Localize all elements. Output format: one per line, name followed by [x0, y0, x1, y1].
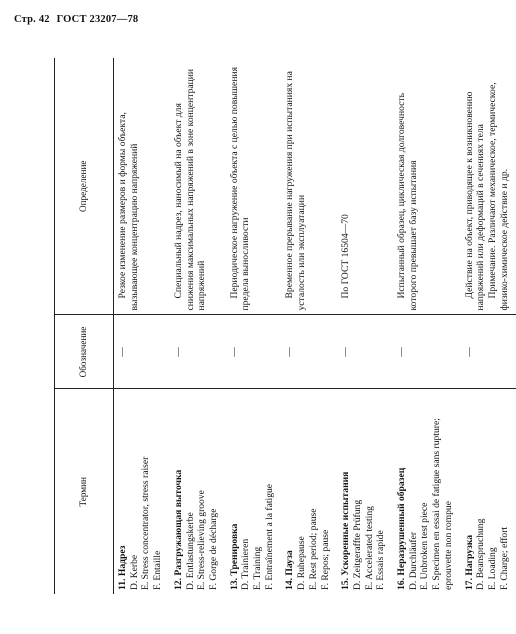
definition-text: Испытанный образец, циклическая долговечность которого превышает базу испытания [396, 93, 419, 311]
table-row [114, 58, 170, 594]
term-number: 17. [463, 578, 475, 590]
definition-text: Временное прерывание нагружения при испытаниях на усталость или эксплуатации [284, 71, 308, 311]
term-translation: F. Entraînement a la fatigue [263, 483, 275, 590]
table-row [393, 58, 461, 594]
symbol-cell: — [114, 315, 170, 389]
rotated-table-container [54, 58, 510, 594]
term-translation: D. Beanspruchung [475, 518, 487, 590]
term-translation: F. Repos; pause [319, 529, 331, 590]
term-translation: E. Unbroken test piece [419, 502, 431, 590]
term-translation: E. Loading [486, 547, 498, 590]
term-translation: E. Training [252, 546, 264, 590]
definition-cell [337, 58, 393, 315]
column-header-symbol: Обозначение [55, 315, 114, 389]
definition-text: Периодическое нагружение объекта с целью повышения предела выносливости [228, 66, 252, 311]
definition-cell [281, 58, 337, 315]
definition-text: Резкое изменение размеров и формы объекта, вызывающее концентрацию напряжений [117, 112, 140, 311]
term-number: 13. [228, 578, 240, 590]
term-cell [226, 389, 282, 594]
definition-cell [393, 58, 461, 315]
term-translation: E. Stress concentrator, stress raiser [140, 456, 152, 590]
table-row [337, 58, 393, 594]
term-cell [461, 389, 516, 594]
term-cell [393, 389, 461, 594]
term-cell [114, 389, 170, 594]
symbol-cell: — [393, 315, 461, 389]
definition-text: Действие на объект, приводящее к возникновению напряжений или деформаций в сечениях тела [463, 91, 487, 311]
column-header-term: Термин [55, 389, 114, 594]
term-cell [281, 389, 337, 594]
term-title: Разгружающая выточка [172, 469, 184, 576]
symbol-cell: — [281, 315, 337, 389]
term-number: 11. [117, 578, 128, 590]
term-title: Неразрушенный образец [396, 467, 408, 576]
term-translation: F. Essais rapide [375, 530, 387, 590]
term-translation: F. Specimen en essai de fatigue sans rupture; eprouvette non rompue [431, 418, 454, 590]
term-title: Тренировка [228, 523, 240, 576]
term-translation: F. Charge; effort [498, 526, 510, 590]
term-translation: D. Zeitgeraffte Prüfung [351, 499, 363, 590]
table-row [461, 58, 516, 594]
page-number: Стр. 42 [14, 14, 50, 25]
term-translation: D. Trainieren [240, 538, 252, 590]
term-cell [170, 389, 226, 594]
definition-text: По ГОСТ 16504—70 [340, 214, 352, 299]
symbol-cell: — [170, 315, 226, 389]
definition-cell [461, 58, 516, 315]
definition-cell [226, 58, 282, 315]
term-translation: E. Accelerated testing [363, 506, 375, 590]
column-header-definition: Определение [55, 58, 114, 315]
term-translation: E. Rest period; pause [307, 508, 319, 590]
definition-cell [170, 58, 226, 315]
term-title: Пауза [284, 550, 296, 576]
table-row [170, 58, 226, 594]
term-translation: D. Durchläufer [407, 531, 419, 590]
table-row [226, 58, 282, 594]
page-header [14, 14, 138, 25]
term-title: Нагрузка [463, 534, 475, 576]
definition-cell [114, 58, 170, 315]
term-title: Ускоренные испытания [340, 471, 352, 576]
term-translation: D. Entlastungskerbe [184, 512, 196, 590]
term-number: 12. [172, 578, 184, 590]
table-row [281, 58, 337, 594]
standard-number: ГОСТ 23207—78 [56, 14, 139, 25]
definition-text: Специальный надрез, наносимый на объект для снижения максимальных напряжений в зоне концентрации напряжений [172, 68, 208, 311]
table-header-row [55, 58, 114, 594]
symbol-cell: — [226, 315, 282, 389]
term-translation: D. Ruhepause [296, 536, 308, 590]
term-title: Надрез [117, 545, 128, 577]
term-number: 14. [284, 578, 296, 590]
term-translation: F. Gorge de décharge [207, 508, 219, 590]
term-translation: E. Stress-relieving groove [196, 490, 208, 590]
term-number: 15. [340, 578, 352, 590]
terms-table [54, 58, 516, 594]
term-translation: D. Kerbe [128, 554, 140, 590]
term-translation: F. Entaille [152, 550, 164, 590]
symbol-cell: — [461, 315, 516, 389]
term-cell [337, 389, 393, 594]
term-number: 16. [396, 578, 408, 590]
definition-note: Примечание. Различают механическое, термическое, физико-химическое действие и др. [486, 82, 510, 311]
symbol-cell: — [337, 315, 393, 389]
